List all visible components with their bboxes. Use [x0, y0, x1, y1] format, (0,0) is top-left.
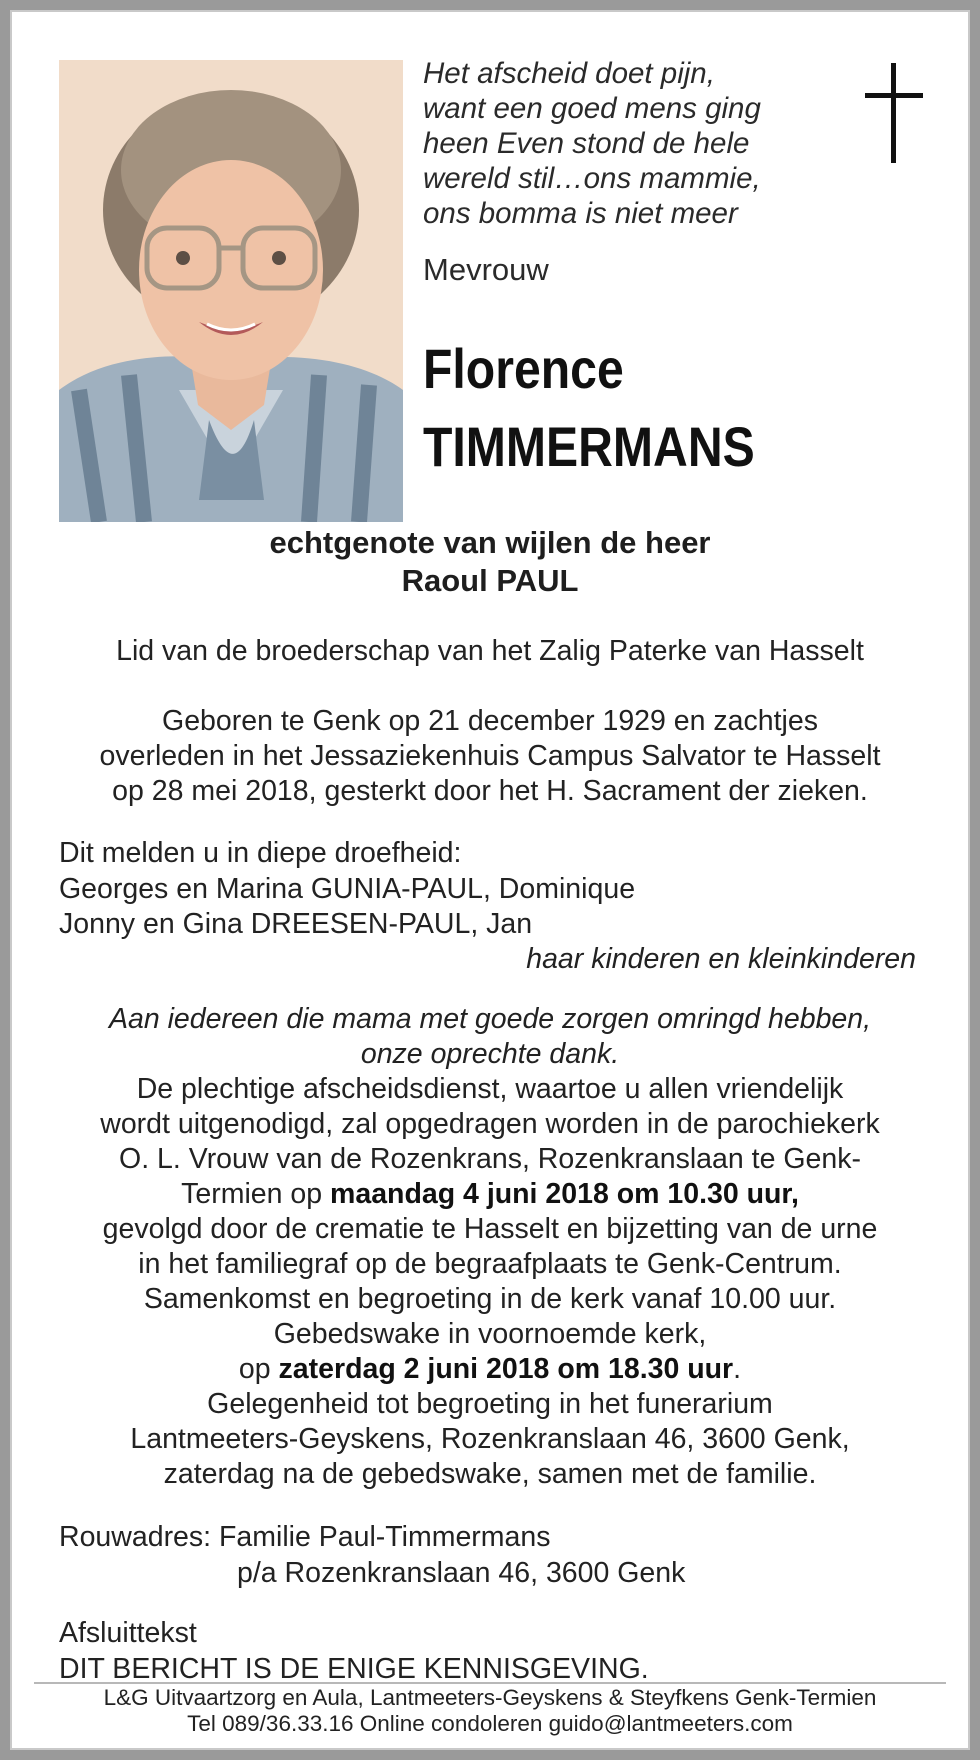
thanks-line: onze oprechte dank. [360, 1038, 620, 1070]
cross-icon [865, 63, 923, 163]
announcers-intro: Dit melden u in diepe droefheid: [59, 837, 462, 869]
service-line: Samenkomst en begroeting in de kerk vanaf 10.00 uur. [143, 1283, 837, 1315]
footer-line: L&G Uitvaartzorg en Aula, Lantmeeters-Geyskens & Steyfkens Genk-Termien [103, 1685, 877, 1710]
thanks-line: Aan iedereen die mama met goede zorgen omringd hebben, [108, 1003, 872, 1035]
salutation: Mevrouw [423, 252, 549, 287]
birth-death-line: overleden in het Jessaziekenhuis Campus Salvator te Hasselt [99, 740, 881, 772]
service-line: zaterdag na de gebedswake, samen met de familie. [163, 1458, 817, 1490]
birth-death-line: op 28 mei 2018, gesterkt door het H. Sacrament der zieken. [112, 775, 868, 807]
quote-line: heen Even stond de hele [423, 127, 750, 160]
quote-line: wereld stil…ons mammie, [423, 162, 761, 195]
address-line: Rouwadres: Familie Paul-Timmermans [59, 1521, 551, 1553]
closing-text [59, 1616, 649, 1687]
spouse-info [12, 524, 968, 600]
address-line: p/a Rozenkranslaan 46, 3600 Genk [237, 1556, 686, 1589]
membership [42, 634, 938, 669]
spouse-line: echtgenote van wijlen de heer [269, 525, 711, 560]
vigil-text: op [238, 1353, 279, 1385]
service-date: maandag 4 juni 2018 om 10.30 uur, [330, 1178, 799, 1210]
vigil-period: . [733, 1353, 742, 1385]
service-line [42, 1352, 938, 1387]
family-line: Jonny en Gina DREESEN-PAUL, Jan [59, 908, 533, 940]
quote-line: ons bomma is niet meer [423, 197, 738, 230]
thanks [42, 1002, 938, 1072]
birth-death-info [42, 704, 938, 809]
service-line: De plechtige afscheidsdienst, waartoe u allen vriendelijk [136, 1073, 844, 1105]
service-line: gevolgd door de crematie te Hasselt en bijzetting van de urne [102, 1213, 878, 1245]
membership-text: Lid van de broederschap van het Zalig Paterke van Hasselt [116, 635, 864, 667]
footer-divider [34, 1682, 946, 1684]
opening-quote [423, 56, 843, 231]
service-text: Termien op [181, 1178, 331, 1210]
deceased-name [423, 330, 755, 486]
closing-label: Afsluittekst [59, 1617, 197, 1649]
service-info [42, 1072, 938, 1492]
announcers [59, 836, 635, 943]
birth-death-line: Geboren te Genk op 21 december 1929 en zachtjes [162, 705, 818, 737]
service-line: Gebedswake in voornoemde kerk, [273, 1318, 707, 1350]
vigil-date: zaterdag 2 juni 2018 om 18.30 uur [278, 1353, 734, 1385]
closing-notice: DIT BERICHT IS DE ENIGE KENNISGEVING. [59, 1652, 649, 1685]
service-line: Lantmeeters-Geyskens, Rozenkranslaan 46, 3600 Genk, [130, 1423, 850, 1455]
first-name: Florence [423, 337, 624, 400]
quote-line: Het afscheid doet pijn, [423, 57, 715, 90]
relation-text: haar kinderen en kleinkinderen [526, 943, 916, 975]
last-name: TIMMERMANS [423, 415, 755, 478]
service-line: O. L. Vrouw van de Rozenkrans, Rozenkranslaan te Genk- [119, 1143, 861, 1175]
mourning-address [59, 1520, 685, 1591]
portrait-image [59, 60, 403, 522]
quote-line: want een goed mens ging [423, 92, 761, 125]
footer-contact: Tel 089/36.33.16 Online condoleren guido@lantmeeters.com [187, 1711, 793, 1736]
service-line: Gelegenheid tot begroeting in het funerarium [207, 1388, 773, 1420]
portrait-photo [59, 60, 403, 522]
service-line: in het familiegraf op de begraafplaats te Genk-Centrum. [138, 1248, 842, 1280]
service-line [42, 1177, 938, 1212]
obituary-card [10, 10, 970, 1750]
funeral-home-footer [12, 1685, 968, 1737]
service-line: wordt uitgenodigd, zal opgedragen worden in de parochiekerk [100, 1108, 880, 1140]
spouse-name: Raoul PAUL [401, 563, 579, 598]
family-line: Georges en Marina GUNIA-PAUL, Dominique [59, 872, 636, 905]
